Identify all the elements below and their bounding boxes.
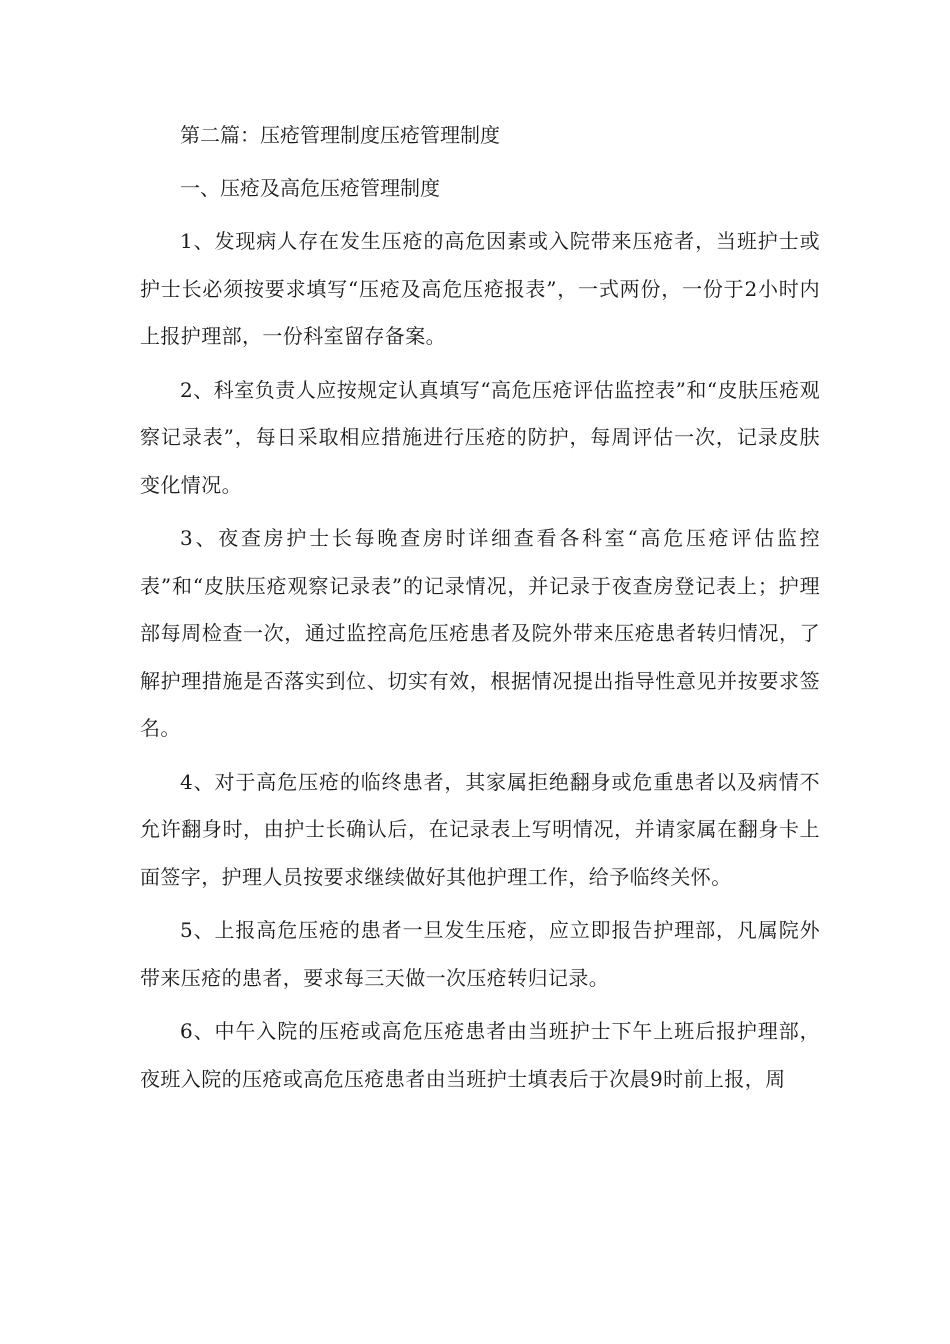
paragraph-2: 2、科室负责人应按规定认真填写“高危压疮评估监控表”和“皮肤压疮观察记录表”，每日采取相应措施进行压疮的防护，每周评估一次，记录皮肤变化情况。 — [140, 377, 820, 497]
document-title: 第二篇：压疮管理制度压疮管理制度 — [180, 123, 500, 147]
document-body — [140, 112, 820, 1109]
paragraph-6: 6、中午入院的压疮或高危压疮患者由当班护士下午上班后报护理部，夜班入院的压疮或高危压疮患者由当班护士填表后于次晨9时前上报，周 — [140, 1019, 820, 1091]
paragraph-5: 5、上报高危压疮的患者一旦发生压疮，应立即报告护理部，凡属院外带来压疮的患者，要求每三天做一次压疮转归记录。 — [140, 918, 820, 990]
paragraph-1: 1、发现病人存在发生压疮的高危因素或入院带来压疮者，当班护士或护士长必须按要求填写“压疮及高危压疮报表”，一式两份，一份于2小时内上报护理部，一份科室留存备案。 — [140, 229, 820, 348]
paragraph-3: 3、夜查房护士长每晚查房时详细查看各科室“高危压疮评估监控表”和“皮肤压疮观察记录表”的记录情况，并记录于夜查房登记表上；护理部每周检查一次，通过监控高危压疮患者及院外带来压疮患者转归情况，了解护理措施是否落实到位、切实有效，根据情况提出指导性意见并按要求签名。 — [140, 526, 820, 740]
paragraph-4: 4、对于高危压疮的临终患者，其家属拒绝翻身或危重患者以及病情不允许翻身时，由护士长确认后，在记录表上写明情况，并请家属在翻身卡上面签字，护理人员按要求继续做好其他护理工作，给予临终关怀。 — [140, 769, 820, 889]
section-heading: 一、压疮及高危压疮管理制度 — [180, 176, 440, 200]
